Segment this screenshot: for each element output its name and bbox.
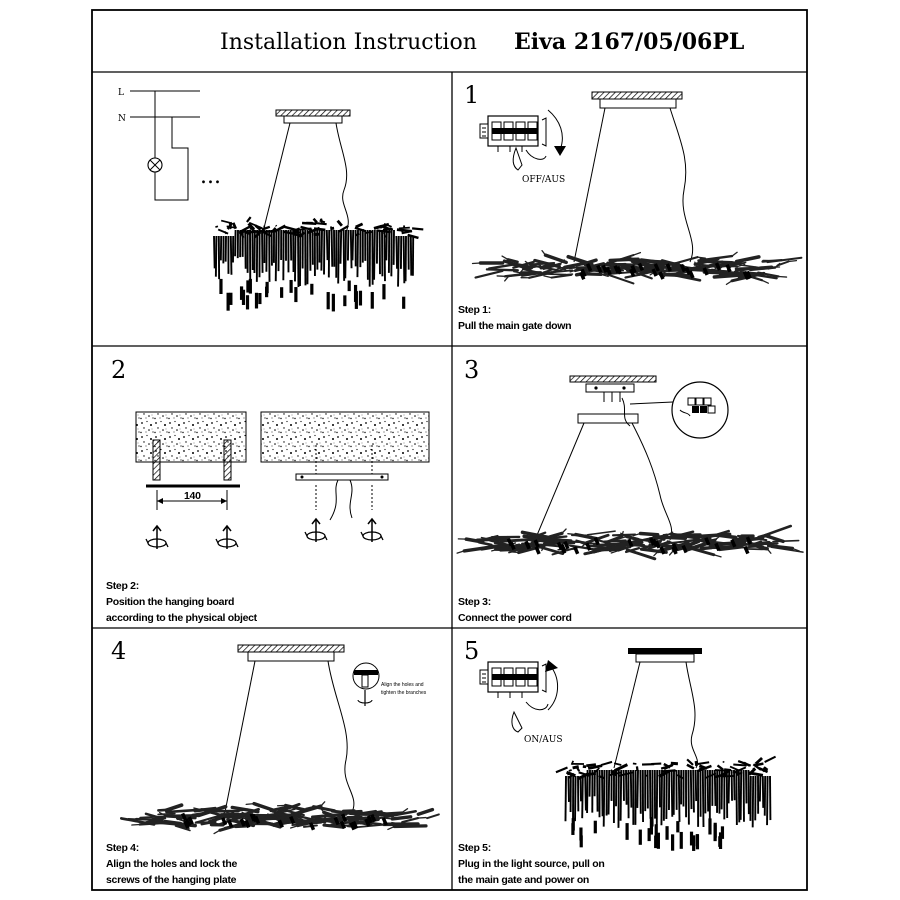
breaker-icon	[480, 116, 546, 152]
switch-on-label: ON/AUS	[524, 735, 563, 745]
step-5-number: 5	[464, 637, 480, 665]
screw-icon	[361, 519, 383, 542]
step-5-line-1: Plug in the light source, pull on	[458, 858, 605, 870]
step-2-number: 2	[111, 356, 127, 384]
switch-off-label: OFF/AUS	[522, 175, 566, 185]
ceiling-mount-icon	[238, 645, 344, 652]
callout-line-2: tighten the branches	[381, 690, 427, 696]
step-3-number: 3	[464, 356, 480, 384]
step-3-line-1: Connect the power cord	[458, 612, 572, 624]
panel-step-1	[458, 81, 801, 332]
step-4-title: Step 4:	[106, 842, 139, 854]
step-5-title: Step 5:	[458, 842, 491, 854]
ceiling-mount-icon	[628, 648, 702, 654]
step-1-line-1: Pull the main gate down	[458, 320, 572, 332]
step-1-number: 1	[464, 81, 480, 109]
ellipsis: ...	[200, 164, 221, 189]
screw-icon	[305, 519, 327, 542]
screw-icon	[146, 526, 168, 549]
chandelier-finished-icon	[214, 217, 423, 311]
panel-wiring-overview	[118, 88, 423, 311]
wire-label-l: L	[118, 88, 124, 98]
step-1-title: Step 1:	[458, 304, 491, 316]
circuit-lines	[155, 91, 188, 200]
panel-step-4	[106, 637, 439, 886]
wire-label-n: N	[118, 114, 126, 124]
screw-icon	[216, 526, 238, 549]
breaker-icon	[480, 662, 546, 698]
chandelier-finished-icon	[556, 757, 776, 851]
arrow-down-icon	[548, 110, 562, 150]
ceiling-mount-icon	[276, 110, 350, 116]
panel-step-5	[458, 637, 776, 886]
ceiling-mount-icon	[592, 92, 682, 99]
branch-frame-icon	[473, 251, 802, 285]
step-4-line-1: Align the holes and lock the	[106, 858, 238, 870]
step-5-line-2: the main gate and power on	[458, 874, 590, 886]
step-4-number: 4	[111, 637, 127, 665]
branch-frame-icon	[121, 802, 439, 834]
model-number: Eiva 2167/05/06PL	[514, 29, 745, 55]
document-title: Installation Instruction	[220, 30, 477, 55]
panel-step-2	[106, 356, 429, 624]
step-2-line-2: according to the physical object	[106, 612, 257, 624]
panel-step-3	[457, 356, 803, 624]
step-3-title: Step 3:	[458, 596, 491, 608]
ceiling-block-icon	[261, 412, 429, 462]
step-2-line-1: Position the hanging board	[106, 596, 235, 608]
dimension-label: 140	[184, 490, 201, 502]
step-2-title: Step 2:	[106, 580, 139, 592]
hanging-plate	[296, 474, 388, 480]
callout-line-1: Align the holes and	[381, 682, 424, 688]
arrow-up-icon	[548, 668, 558, 710]
branch-frame-icon	[457, 526, 803, 559]
ceiling-mount-icon	[570, 376, 656, 382]
step-4-line-2: screws of the hanging plate	[106, 874, 237, 886]
